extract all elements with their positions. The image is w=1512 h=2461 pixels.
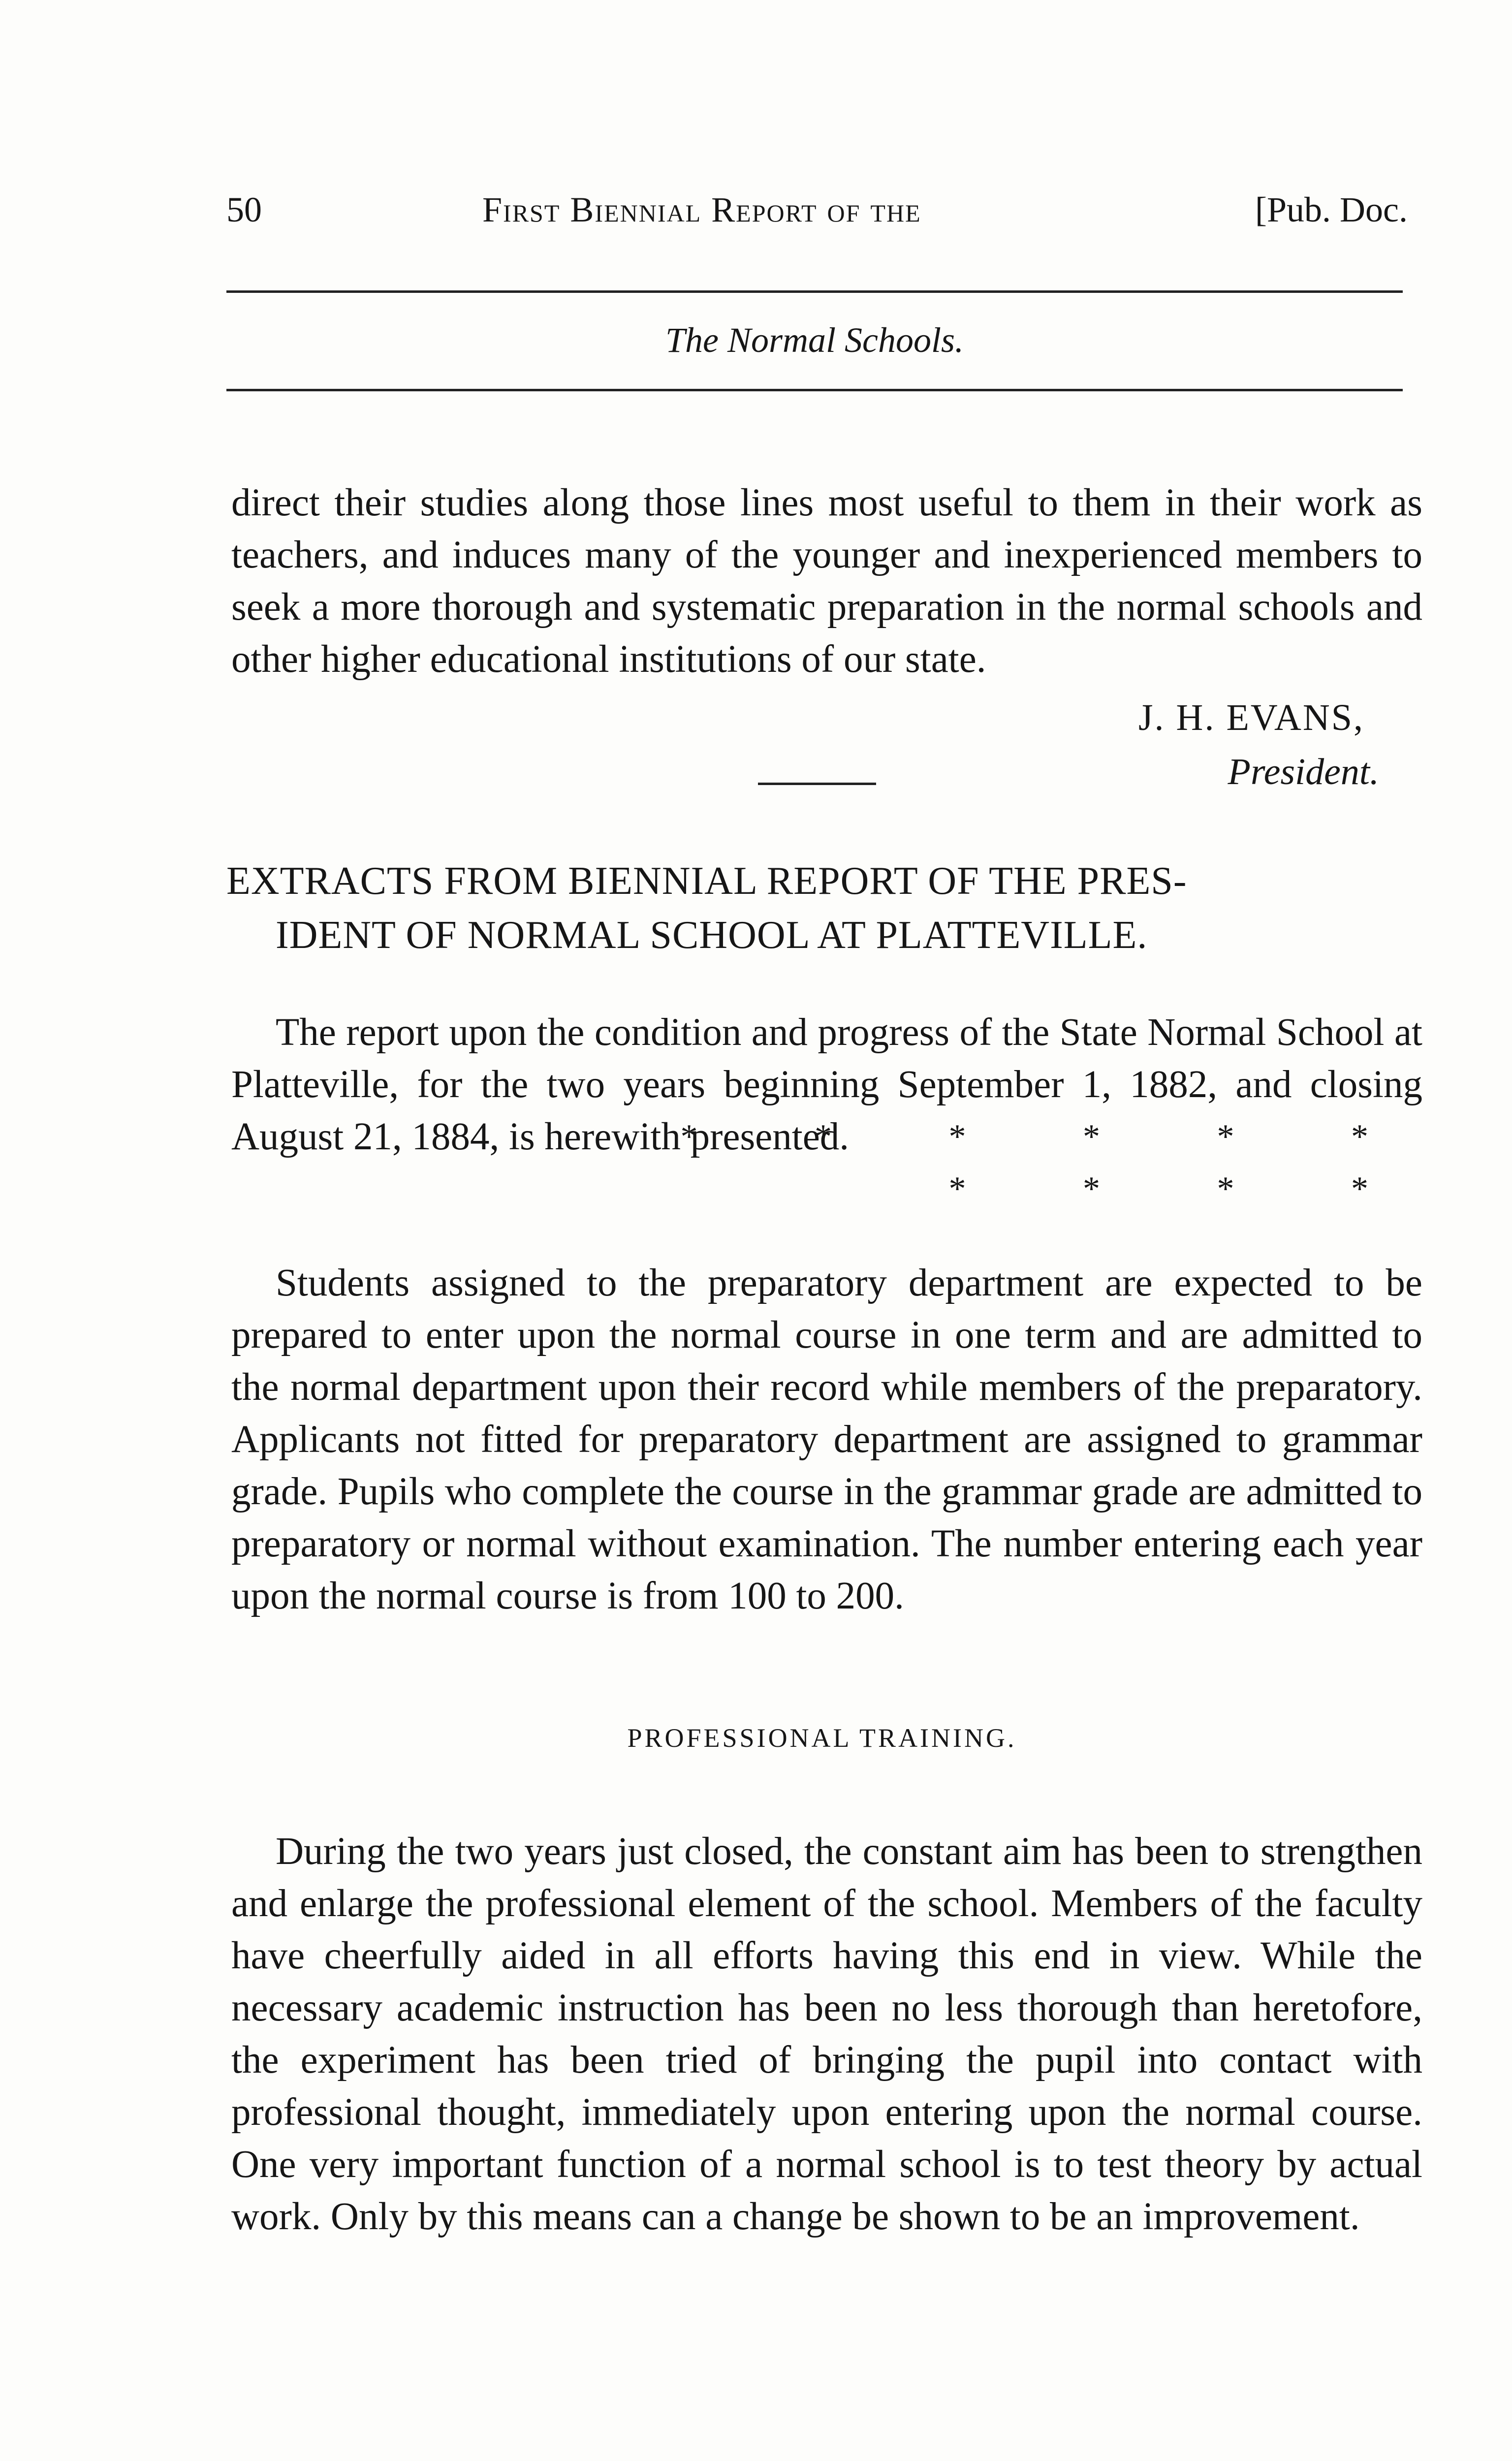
paragraph-professional-training: During the two years just closed, the constant aim has been to strengthen and enlarge the professional element of the school. Members of the faculty have cheerfully aided in all efforts having this end in view. While the necessary academic instruction has been no less thorough than heretofore, the experiment has been tried of bringing the pupil into contact with professional thought, immediately upon entering upon the normal course. One very important function of a normal school is to test theory by actual work. Only by this means can a change be shown to be an improvement. [231, 1830, 1422, 2238]
header-rule-bottom [226, 389, 1403, 391]
document-reference: [Pub. Doc. [1255, 190, 1408, 229]
extract-heading-line-2: IDENT OF NORMAL SCHOOL AT PLATTEVILLE. [276, 914, 1148, 957]
ellipsis-asterisks: * * * * * * * * * * [680, 1118, 1422, 1208]
signature-name: J. H. EVANS, [1138, 697, 1364, 738]
page-number: 50 [226, 190, 262, 229]
paragraph-report-intro [231, 1007, 1422, 1215]
paragraph-continuation: direct their studies along those lines most useful to them in their work as teachers, and induces many of the younger and inexperienced members to seek a more thorough and systematic preparation in the normal schools and other higher educational institutions of our state. [231, 481, 1422, 681]
paragraph-admission: Students assigned to the preparatory department are expected to be prepared to enter upon the normal course in one term and are admitted to the normal department upon their record while members of the preparatory. Applicants not fitted for preparatory department are assigned to grammar grade. Pupils who complete the course in the grammar grade are admitted to preparatory or normal without examination. The number entering each year upon the normal course is from 100 to 200. [231, 1262, 1422, 1617]
extract-heading [226, 854, 1418, 962]
header-rule-top [226, 290, 1403, 293]
subheading-professional-training: PROFESSIONAL TRAINING. [627, 1723, 1017, 1753]
running-header [226, 189, 1408, 244]
paragraph-report-intro-text: The report upon the condition and progress of the State Normal School at Platteville, for the two years beginning September 1, 1882, and closing August 21, 1884, is herewith presented. [231, 1011, 1422, 1158]
extract-heading-line-1: EXTRACTS FROM BIENNIAL REPORT OF THE PRES- [226, 859, 1187, 903]
section-heading: The Normal Schools. [665, 320, 964, 360]
signature-rule [758, 783, 876, 785]
running-title: First Biennial Report of the [482, 190, 921, 229]
signature-title: President. [1228, 751, 1379, 792]
